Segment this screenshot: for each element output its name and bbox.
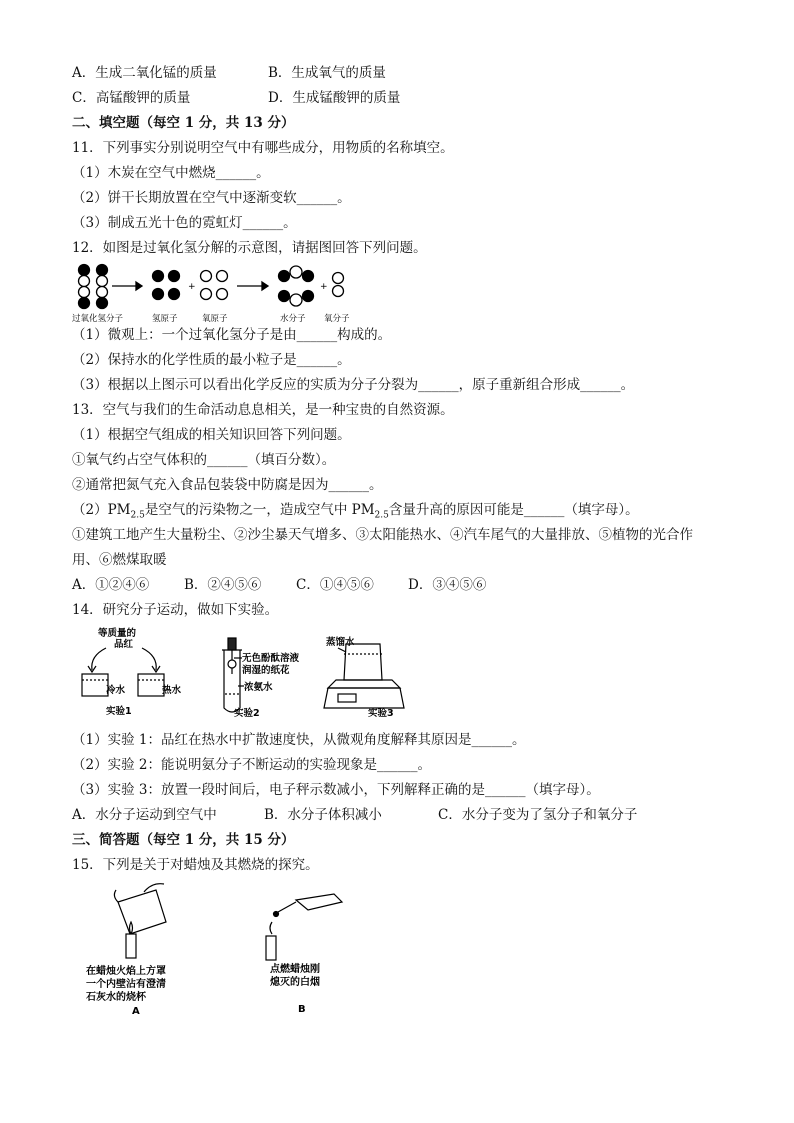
label-a-line1: 在蜡烛火焰上方罩 <box>86 966 166 977</box>
label-phenolphthalein: 无色酚酞溶液 <box>242 653 300 664</box>
q14-option-a: A．水分子运动到空气中 <box>72 807 217 823</box>
label-figure-a: A <box>132 1006 140 1017</box>
q13-option-d: D．③④⑤⑥ <box>408 577 487 593</box>
q10-option-c: C．高锰酸钾的质量 <box>72 90 191 106</box>
q13-option-b: B．②④⑤⑥ <box>184 577 262 593</box>
label-experiment-3: 实验3 <box>368 708 394 719</box>
q12-stem: 12．如图是过氧化氢分解的示意图，请据图回答下列问题。 <box>72 240 427 256</box>
q14-option-b: B．水分子体积减小 <box>264 807 382 823</box>
q13-part1: （1）根据空气组成的相关知识回答下列问题。 <box>72 427 351 443</box>
label-h-atom: 氢原子 <box>152 314 178 324</box>
q12-part2: （2）保持水的化学性质的最小粒子是______。 <box>72 352 351 368</box>
q11-part2: （2）饼干长期放置在空气中逐渐变软______。 <box>72 190 351 206</box>
q14-part3: （3）实验 3：放置一段时间后，电子秤示数减小，下列解释正确的是______（填字母）。 <box>72 782 600 798</box>
q11-part1: （1）木炭在空气中燃烧______。 <box>72 165 270 181</box>
label-experiment-2: 实验2 <box>234 708 260 719</box>
q13-list-line1: ①建筑工地产生大量粉尘、②沙尘暴天气增多、③太阳能热水、④汽车尾气的大量排放、⑤植物的光合作 <box>72 527 693 543</box>
q11-part3: （3）制成五光十色的霓虹灯______。 <box>72 215 297 231</box>
q13-list-line2: 用、⑥燃煤取暖 <box>72 552 167 568</box>
svg-text:+: + <box>320 282 328 292</box>
molecular-motion-experiments-figure <box>76 624 416 722</box>
label-equal-mass: 等质量的 <box>98 628 137 639</box>
section-3-title: 三、简答题（每空 1 分，共 15 分） <box>72 832 295 848</box>
label-o2-molecule: 氧分子 <box>324 314 350 324</box>
label-ammonia: 浓氨水 <box>244 682 273 693</box>
label-distilled-water: 蒸馏水 <box>326 637 355 648</box>
q13-option-c: C．①④⑤⑥ <box>296 577 374 593</box>
q13-part2: $(2)PM_{2.5}$是空气的污染物之一，造成空气中 $PM_{2.5}$含量升高的原因可能是______（填字母）。 <box>72 502 639 521</box>
q12-part1: （1）微观上：一个过氧化氢分子是由______构成的。 <box>72 327 392 343</box>
q10-option-d: D．生成锰酸钾的质量 <box>268 90 401 106</box>
label-b-line1: 点燃蜡烛刚 <box>270 964 320 975</box>
q14-part2: （2）实验 2：能说明氨分子不断运动的实验现象是______。 <box>72 757 431 773</box>
label-o-atom: 氧原子 <box>202 314 228 324</box>
label-experiment-1: 实验1 <box>106 706 132 717</box>
q11-stem: 11．下列事实分别说明空气中有哪些成分，用物质的名称填空。 <box>72 140 454 156</box>
candle-experiments-figure <box>82 878 382 1018</box>
h2o2-decomposition-figure <box>72 260 372 324</box>
label-a-line3: 石灰水的烧杯 <box>86 992 146 1003</box>
svg-text:+: + <box>188 282 196 292</box>
q14-part1: （1）实验 1：品红在热水中扩散速度快，从微观角度解释其原因是______。 <box>72 732 526 748</box>
section-2-title: 二、填空题（每空 1 分，共 13 分） <box>72 115 295 131</box>
label-cold-water: 冷水 <box>106 685 126 696</box>
q13-option-a: A．①②④⑥ <box>72 577 150 593</box>
q15-stem: 15．下列是关于对蜡烛及其燃烧的探究。 <box>72 857 319 873</box>
q14-stem: 14．研究分子运动，做如下实验。 <box>72 602 279 618</box>
q13-stem: 13．空气与我们的生命活动息息相关，是一种宝贵的自然资源。 <box>72 402 454 418</box>
q14-option-c: C．水分子变为了氢分子和氧分子 <box>438 807 638 823</box>
q13-sub1: ①氧气约占空气体积的______（填百分数）。 <box>72 452 336 468</box>
q12-part3: （3）根据以上图示可以看出化学反应的实质为分子分裂为______，原子重新组合形成______。 <box>72 377 635 393</box>
q13-sub2: ②通常把氮气充入食品包装袋中防腐是因为______。 <box>72 477 383 493</box>
q10-option-b: B．生成氧气的质量 <box>268 65 386 81</box>
label-hot-water: 热水 <box>162 685 182 696</box>
label-h2o2-molecule: 过氧化氢分子 <box>72 314 124 324</box>
label-a-line2: 一个内壁沾有澄清 <box>86 979 166 990</box>
label-pinhong: 品红 <box>114 639 134 650</box>
label-b-line2: 熄灭的白烟 <box>270 977 320 988</box>
q10-option-a: A．生成二氧化锰的质量 <box>72 65 217 81</box>
label-figure-b: B <box>298 1004 306 1015</box>
label-wet-paper-flower: 润湿的纸花 <box>242 665 290 676</box>
label-water-molecule: 水分子 <box>280 314 306 324</box>
